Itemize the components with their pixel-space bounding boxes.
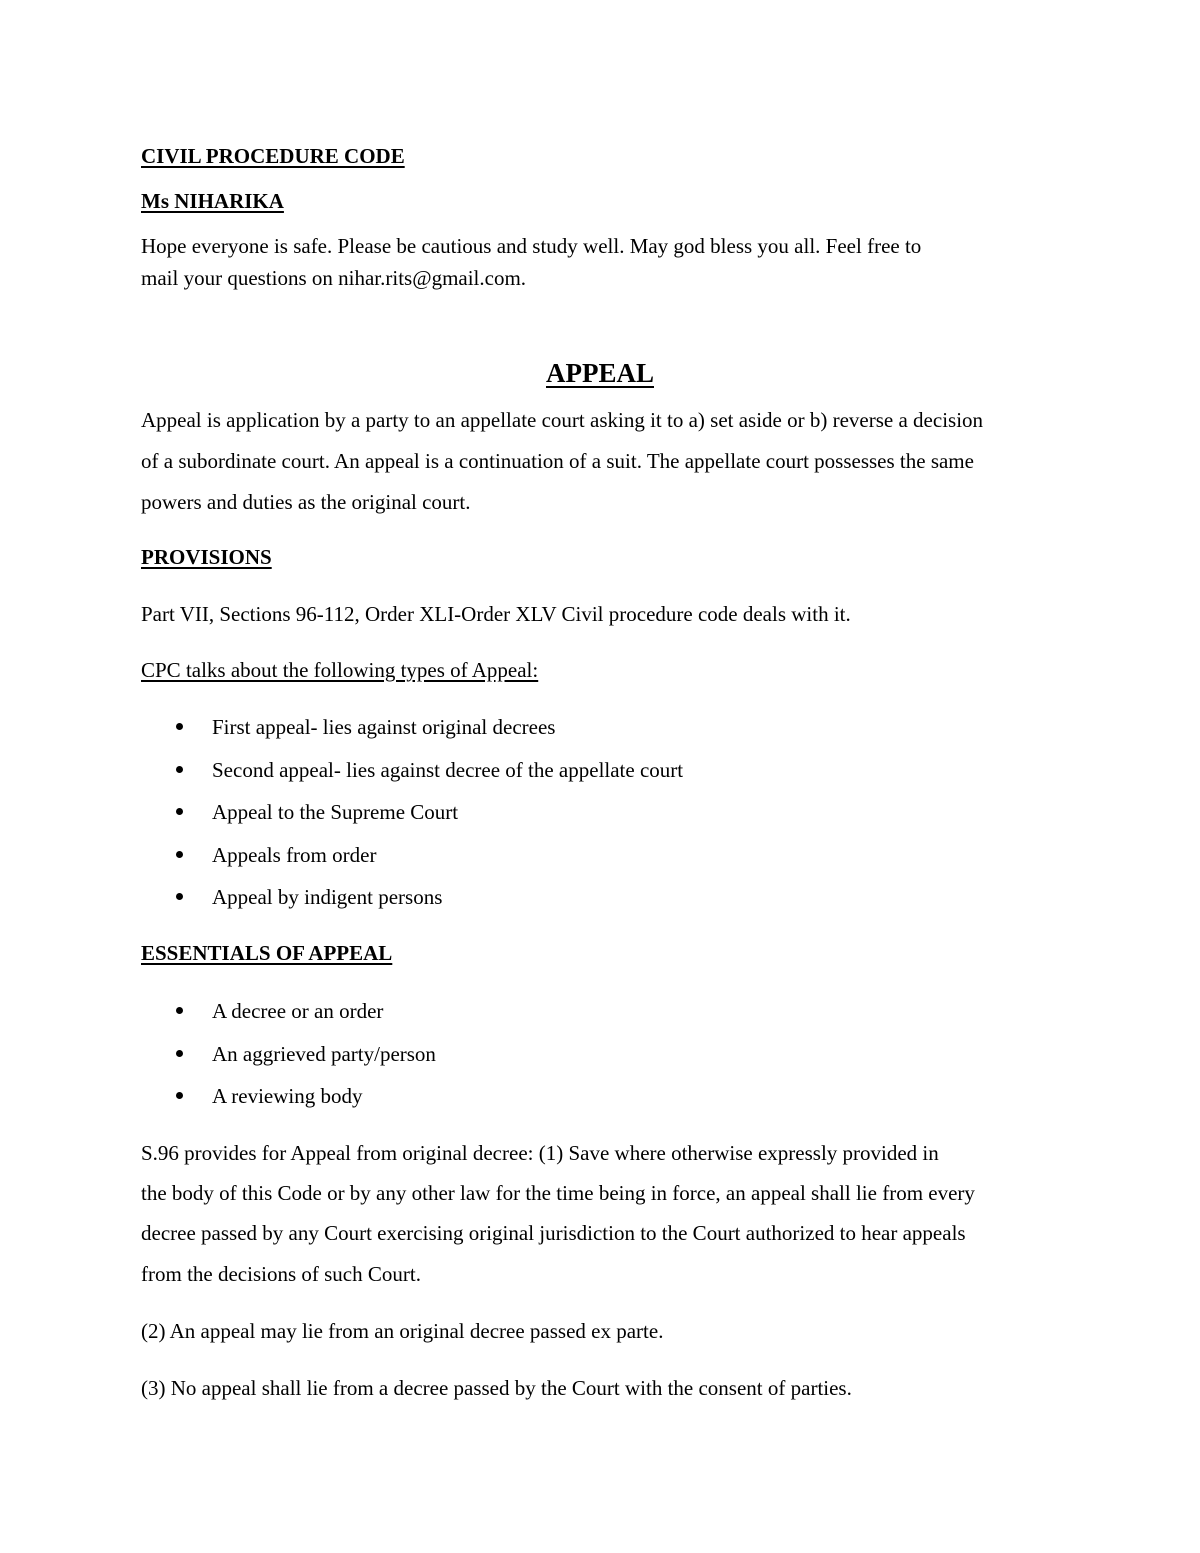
list-item: Appeals from order (212, 843, 377, 867)
appeal-heading-text: APPEAL (546, 358, 654, 388)
list-item: Second appeal- lies against decree of the appellate court (212, 758, 684, 782)
section96-clause-3: (3) No appeal shall lie from a decree passed by the Court with the consent of parties. (141, 1376, 852, 1400)
list-item: A reviewing body (212, 1084, 363, 1108)
appeal-definition-line-3: powers and duties as the original court. (141, 490, 471, 514)
list-item: First appeal- lies against original decrees (212, 715, 556, 739)
appeal-definition-line-1: Appeal is application by a party to an appellate court asking it to a) set aside or b) reverse a decision (141, 408, 984, 432)
bullet-icon (176, 1092, 183, 1099)
bullet-icon (176, 851, 183, 858)
appeal-definition-line-2: of a subordinate court. An appeal is a continuation of a suit. The appellate court possesses the same (141, 449, 974, 473)
bullet-icon (176, 893, 183, 900)
section96-clause-2: (2) An appeal may lie from an original decree passed ex parte. (141, 1319, 664, 1343)
appeal-heading (0, 357, 1200, 389)
essentials-heading: ESSENTIALS OF APPEAL (141, 941, 393, 965)
bullet-icon (176, 766, 183, 773)
bullet-icon (176, 1007, 183, 1014)
list-item: Appeal by indigent persons (212, 885, 443, 909)
list-item: Appeal to the Supreme Court (212, 800, 459, 824)
author-name: Ms NIHARIKA (141, 189, 284, 213)
provisions-text: Part VII, Sections 96-112, Order XLI-Order XLV Civil procedure code deals with it. (141, 602, 851, 626)
intro-line-1: Hope everyone is safe. Please be cautious and study well. May god bless you all. Feel free to (141, 234, 922, 258)
list-item: A decree or an order (212, 999, 384, 1023)
section96-line-1: S.96 provides for Appeal from original decree: (1) Save where otherwise expressly provided in (141, 1141, 939, 1165)
section96-line-4: from the decisions of such Court. (141, 1262, 421, 1286)
provisions-heading: PROVISIONS (141, 545, 272, 569)
bullet-icon (176, 723, 183, 730)
document-title: CIVIL PROCEDURE CODE (141, 144, 405, 168)
list-item: An aggrieved party/person (212, 1042, 436, 1066)
appeal-types-intro: CPC talks about the following types of Appeal: (141, 658, 539, 682)
section96-line-3: decree passed by any Court exercising original jurisdiction to the Court authorized to hear appeals (141, 1221, 966, 1245)
section96-line-2: the body of this Code or by any other law for the time being in force, an appeal shall lie from every (141, 1181, 975, 1205)
bullet-icon (176, 808, 183, 815)
bullet-icon (176, 1050, 183, 1057)
intro-line-2: mail your questions on nihar.rits@gmail.com. (141, 266, 527, 290)
